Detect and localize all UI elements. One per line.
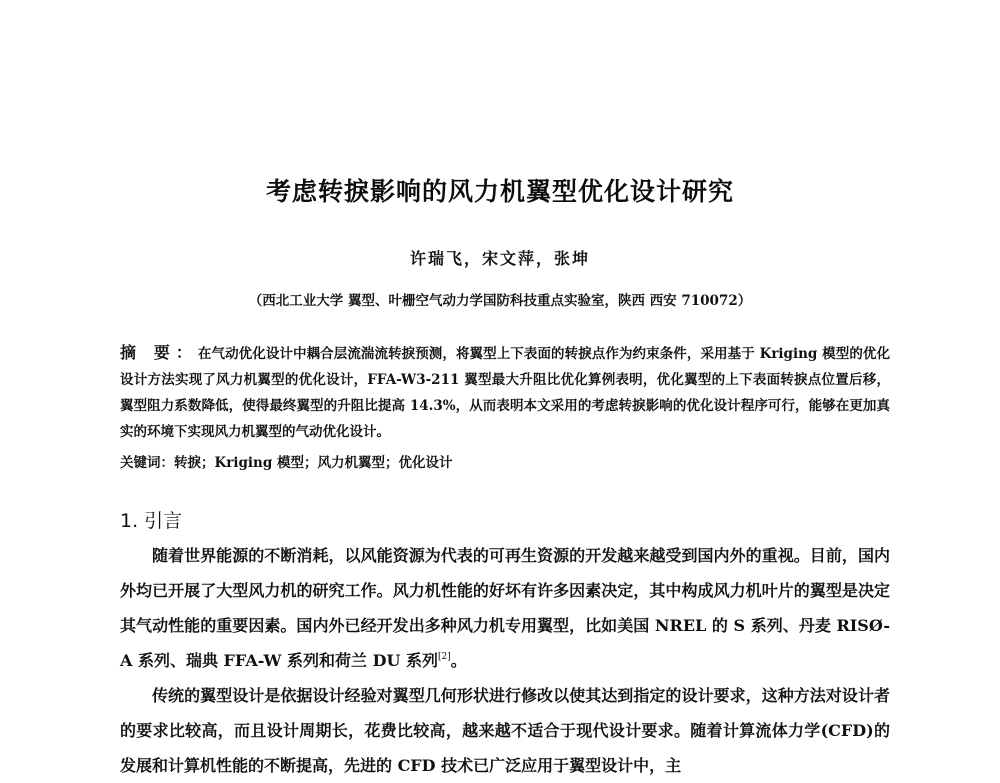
- paper-title: 考虑转捩影响的风力机翼型优化设计研究: [265, 177, 734, 206]
- section-body: [120, 538, 890, 783]
- paper-affiliation: （西北工业大学 翼型、叶栅空气动力学国防科技重点实验室，陕西 西安 710072）: [248, 293, 752, 309]
- body-paragraph-1: [120, 538, 890, 678]
- keywords-text: 转捩；Kriging 模型；风力机翼型；优化设计: [174, 455, 453, 471]
- abstract: [120, 340, 890, 445]
- keywords-label: 关键词：: [120, 455, 174, 471]
- section-heading: 1. 引言: [120, 510, 183, 532]
- paragraph-1-text: 随着世界能源的不断消耗，以风能资源为代表的可再生资源的开发越来越受到国内外的重视。目前，国内外均已开展了大型风力机的研究工作。风力机性能的好坏有许多因素决定，其中构成风力机叶片的翼型是决定其气动性能的重要因素。国内外已经开发出多种风力机专用翼型，比如美国 NREL 的 S 系列、丹麦 RISØ-A 系列、瑞典 FFA-W 系列和荷兰 DU 系列: [120, 546, 890, 670]
- citation-ref[interactable]: [2]: [438, 652, 451, 662]
- abstract-label: 摘 要：: [120, 343, 198, 362]
- paragraph-1-end: 。: [450, 651, 467, 670]
- abstract-text: 在气动优化设计中耦合层流湍流转捩预测，将翼型上下表面的转捩点作为约束条件，采用基于 Kriging 模型的优化设计方法实现了风力机翼型的优化设计，FFA-W3-211 翼型最大升阻比优化算例表明，优化翼型的上下表面转捩点位置后移，翼型阻力系数降低，使得最终翼型的升阻比提高 14.3%，从而表明本文采用的考虑转捩影响的优化设计程序可行，能够在更加真实的环境下实现风力机翼型的气动优化设计。: [120, 346, 890, 440]
- paper-authors: 许瑞飞，宋文萍，张坤: [409, 249, 590, 268]
- keywords: [120, 453, 890, 473]
- body-paragraph-2: 传统的翼型设计是依据设计经验对翼型几何形状进行修改以使其达到指定的设计要求，这种方法对设计者的要求比较高，而且设计周期长，花费比较高，越来越不适合于现代设计要求。随着计算流体力学(CFD)的发展和计算机性能的不断提高，先进的 CFD 技术已广泛应用于翼型设计中，主: [120, 686, 890, 775]
